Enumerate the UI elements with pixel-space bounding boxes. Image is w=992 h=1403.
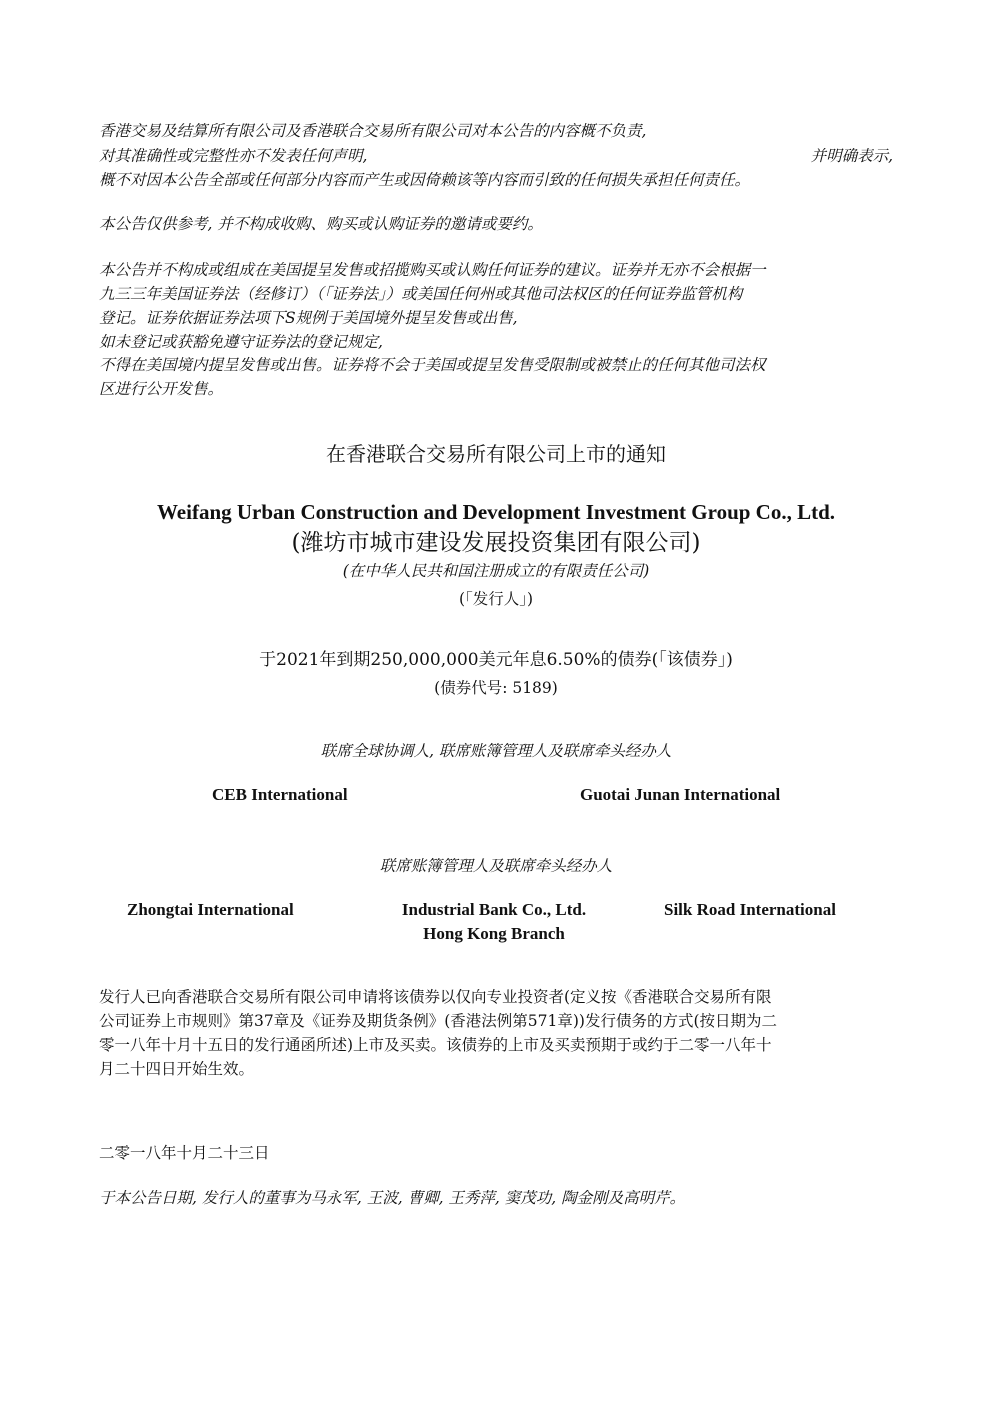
issuer-name-cn: (潍坊市城市建设发展投资集团有限公司) xyxy=(291,530,701,556)
application-line-2: 公司证券上市规则》第37章及《证券及期货条例》(香港法例第571章))发行债务的方式(按日期为二 xyxy=(99,1012,777,1030)
announcement-date: 二零一八年十月二十三日 xyxy=(99,1144,270,1162)
coordinator-guotai-junan-international: Guotai Junan International xyxy=(580,785,781,804)
page-title: 在香港联合交易所有限公司上市的通知 xyxy=(326,442,666,466)
us-notice-line-5: 不得在美国境内提呈发售或出售。证券将不会于美国或提呈发售受限制或被禁止的任何其他司法权 xyxy=(99,356,766,374)
disclaimer-line-1: 香港交易及结算所有限公司及香港联合交易所有限公司对本公告的内容概不负责, xyxy=(99,122,647,140)
disclaimer-line-2-right: 并明确表示, xyxy=(810,147,893,165)
bookrunner-silk-road-international: Silk Road International xyxy=(664,900,836,919)
issuer-incorporation: (在中华人民共和国注册成立的有限责任公司) xyxy=(342,562,650,580)
reference-notice: 本公告仅供参考, 并不构成收购、购买或认购证券的邀请或要约。 xyxy=(99,215,543,233)
bond-code: (债券代号: 5189) xyxy=(434,679,558,697)
directors-notice: 于本公告日期, 发行人的董事为马永军, 王波, 曹卿, 王秀萍, 窦茂功, 陶金刚及高明芹。 xyxy=(99,1189,686,1207)
us-notice-line-6: 区进行公开发售。 xyxy=(99,380,224,398)
disclaimer-line-3: 概不对因本公告全部或任何部分内容而产生或因倚赖该等内容而引致的任何损失承担任何责任。 xyxy=(99,171,751,189)
us-notice-line-1: 本公告并不构成或组成在美国提呈发售或招揽购买或认购任何证券的建议。证券并无亦不会根据一 xyxy=(99,261,766,279)
us-notice-line-4: 如未登记或获豁免遵守证券法的登记规定, xyxy=(99,333,383,351)
bookrunner-zhongtai-international: Zhongtai International xyxy=(127,900,294,919)
bookrunner-industrial-bank xyxy=(380,898,608,946)
disclaimer-line-2-left: 对其准确性或完整性亦不发表任何声明, xyxy=(99,147,368,165)
us-notice-line-2: 九三三年美国证券法（经修订）（「证券法」）或美国任何州或其他司法权区的任何证券监管机构 xyxy=(99,285,743,303)
application-line-1: 发行人已向香港联合交易所有限公司申请将该债券以仅向专业投资者(定义按《香港联合交易所有限 xyxy=(99,988,772,1006)
bookrunners-heading: 联席账簿管理人及联席牵头经办人 xyxy=(379,857,613,875)
coordinators-heading: 联席全球协调人, 联席账簿管理人及联席牵头经办人 xyxy=(320,742,672,760)
bookrunner-industrial-bank-line-2: Hong Kong Branch xyxy=(423,924,565,943)
us-notice-line-3: 登记。证券依据证券法项下S规例于美国境外提呈发售或出售, xyxy=(99,309,518,327)
bookrunner-industrial-bank-line-1: Industrial Bank Co., Ltd. xyxy=(401,900,587,919)
issuer-label: (「发行人」) xyxy=(458,590,534,608)
coordinator-ceb-international: CEB International xyxy=(212,785,348,804)
application-line-4: 月二十四日开始生效。 xyxy=(99,1060,255,1078)
issuer-name-en: Weifang Urban Construction and Development Investment Group Co., Ltd. xyxy=(156,500,836,524)
application-line-3: 零一八年十月十五日的发行通函所述)上市及买卖。该债券的上市及买卖预期于或约于二零一八年十 xyxy=(99,1036,772,1054)
bond-description: 于2021年到期250,000,000美元年息6.50%的债券(「该债券」) xyxy=(259,650,733,670)
